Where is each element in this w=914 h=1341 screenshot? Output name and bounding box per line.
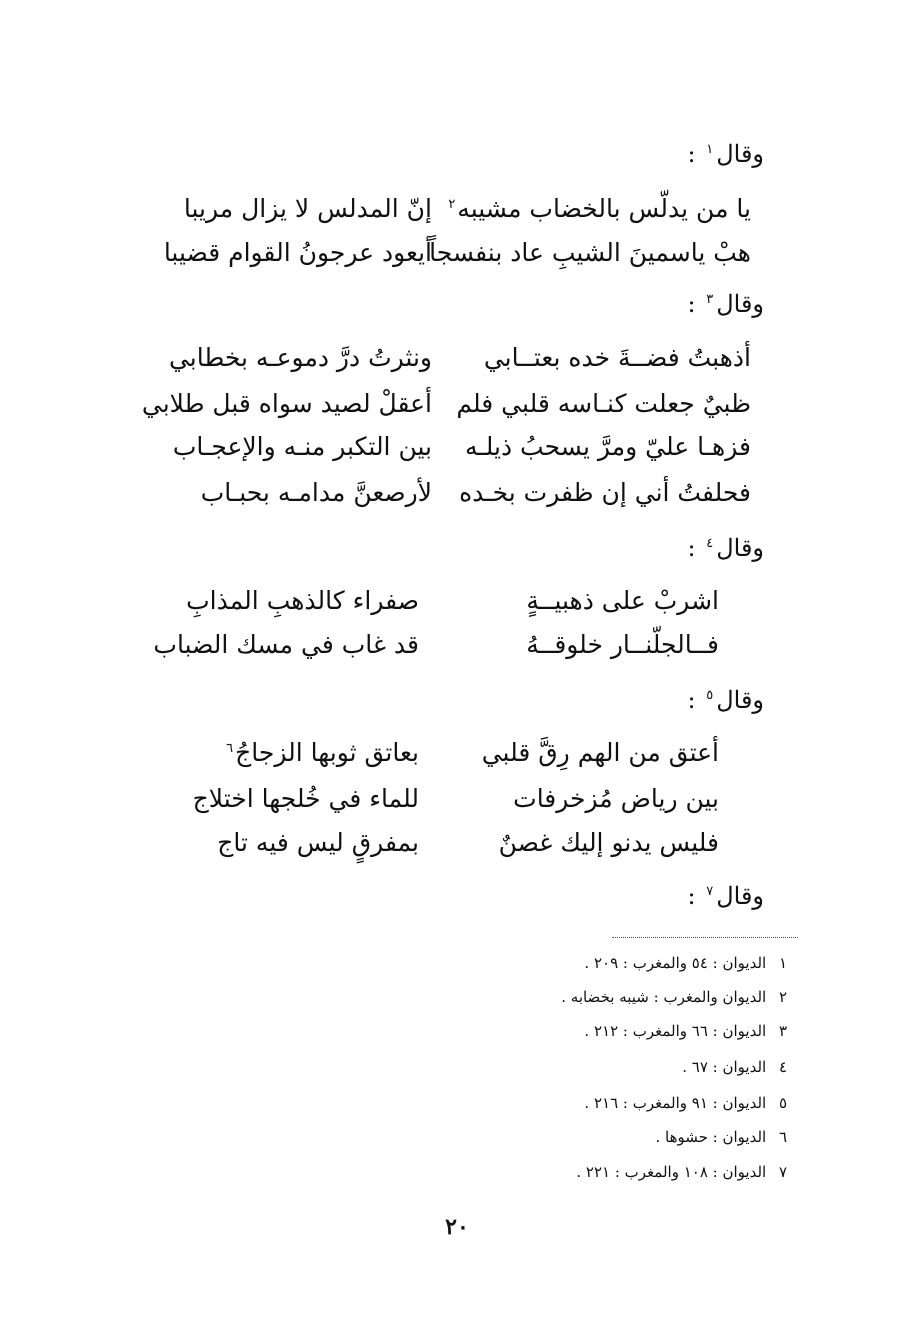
verse-second-hemistich: للماء في خُلجها اختلاج: [192, 784, 419, 813]
verse-first-hemistich: فــالجلّنــار خلوقــهُ: [526, 630, 719, 659]
verse-first-hemistich: يا من يدلّس بالخضاب مشيبه$^٢$: [448, 194, 751, 223]
verse-second-hemistich: ونثرتُ درَّ دموعـه بخطابي: [168, 343, 432, 372]
section-intro: وقال$^٥$ :: [687, 686, 764, 714]
verse-second-hemistich: بعاتق ثوبها الزجاجُ$^٦$: [226, 738, 419, 767]
verse-second-hemistich: أعقلْ لصيد سواه قبل طلابي: [141, 389, 432, 418]
verse-first-hemistich: أذهبتُ فضــةَ خده بعتــابي: [483, 343, 751, 372]
verse-second-hemistich: أيعود عرجونُ القوام قضيبا: [163, 238, 432, 267]
footnote: ٥ الديوان : ٩١ والمغرب : ٢١٦ .: [584, 1094, 787, 1112]
verse-first-hemistich: بين رياض مُزخرفات: [513, 784, 719, 813]
section-intro: وقال$^٣$ :: [687, 290, 764, 318]
section-intro: وقال$^١$ :: [687, 140, 764, 168]
page-number: ٢٠: [445, 1214, 469, 1240]
verse-first-hemistich: هبْ ياسمينَ الشيبِ عاد بنفسجاً: [429, 238, 751, 267]
verse-second-hemistich: صفراء كالذهبِ المذابِ: [186, 586, 419, 615]
footnote: ٤ الديوان : ٦٧ .: [682, 1058, 787, 1076]
verse-second-hemistich: إنّ المدلس لا يزال مريبا: [183, 194, 432, 223]
verse-first-hemistich: فليس يدنو إليك غصنٌ: [498, 828, 719, 857]
footnote-separator: [612, 937, 798, 938]
footnote: ٧ الديوان : ١٠٨ والمغرب : ٢٢١ .: [576, 1163, 787, 1181]
section-intro: وقال$^٧$ :: [687, 882, 764, 910]
verse-second-hemistich: بمفرقٍ ليس فيه تاج: [217, 828, 419, 857]
verse-second-hemistich: لأرصعنَّ مدامـه بحبـاب: [200, 478, 432, 507]
verse-first-hemistich: اشربْ على ذهبيــةٍ: [526, 586, 719, 615]
footnote: ٢ الديوان والمغرب : شيبه بخضابه .: [561, 988, 787, 1006]
verse-first-hemistich: ظبيٌ جعلت كنـاسه قلبي فلم: [456, 389, 751, 418]
verse-first-hemistich: فحلفتُ أني إن ظفرت بخـده: [459, 478, 751, 507]
footnote: ٦ الديوان : حشوها .: [655, 1128, 787, 1146]
section-intro: وقال$^٤$ :: [687, 534, 764, 562]
verse-second-hemistich: بين التكبر منـه والإعجـاب: [172, 432, 432, 461]
verse-first-hemistich: فزهـا عليّ ومرَّ يسحبُ ذيلـه: [465, 432, 751, 461]
footnote: ١ الديوان : ٥٤ والمغرب : ٢٠٩ .: [584, 954, 787, 972]
verse-first-hemistich: أعتق من الهم رِقَّ قلبي: [481, 738, 719, 767]
verse-second-hemistich: قد غاب في مسك الضباب: [153, 630, 419, 659]
footnote: ٣ الديوان : ٦٦ والمغرب : ٢١٢ .: [584, 1022, 787, 1040]
